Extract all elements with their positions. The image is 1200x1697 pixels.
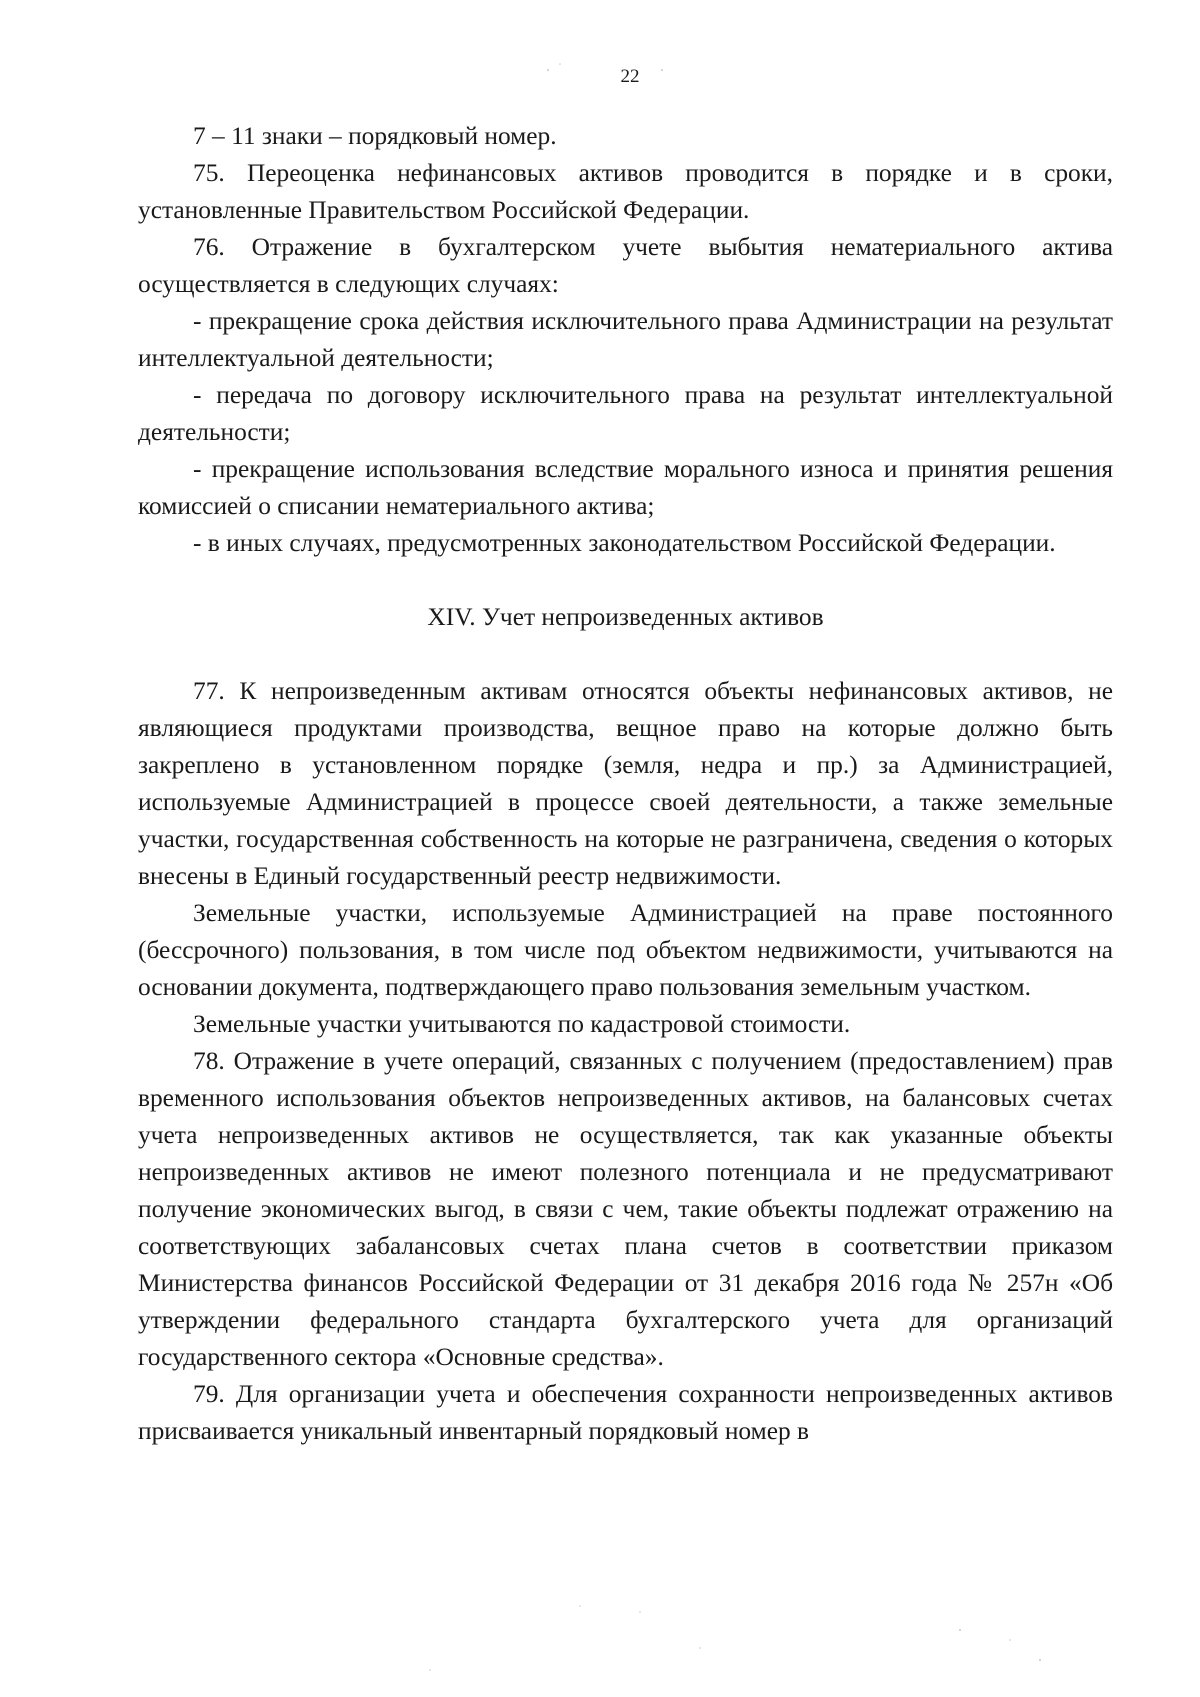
page-number: 22 xyxy=(620,66,640,87)
paragraph: 78. Отражение в учете операций, связанных с получением (предоставлением) прав временного использования объектов непроизведенных активов, на балансовых счетах учета непроизведенных активов не осуществляется, так как указанные объекты непроизведенных активов не имеют полезного потенциала и не предусматривают получение экономических выгод, в связи с чем, такие объекты подлежат отражению на соответствующих забалансовых счетах плана счетов в соответствии приказом Министерства финансов Российской Федерации от 31 декабря 2016 года № 257н «Об утверждении федерального стандарта бухгалтерского учета для организаций государственного сектора «Основные средства». xyxy=(138,1047,1113,1371)
paragraph: Земельные участки учитываются по кадастровой стоимости. xyxy=(193,1010,851,1038)
document-body xyxy=(138,118,1113,1450)
paragraph: 77. К непроизведенным активам относятся объекты нефинансовых активов, не являющиеся продуктами производства, вещное право на которые должно быть закреплено в установленном порядке (земля, недра и пр.) за Администрацией, используемые Администрацией в процессе своей деятельности, а также земельные участки, государственная собственность на которые не разграничена, сведения о которых внесены в Единый государственный реестр недвижимости. xyxy=(138,677,1113,890)
paragraph: Земельные участки, используемые Администрацией на праве постоянного (бессрочного) пользования, в том числе под объектом недвижимости, учитываются на основании документа, подтверждающего право пользования земельным участком. xyxy=(138,899,1113,1001)
list-item: - прекращение срока действия исключительного права Администрации на результат интеллектуальной деятельности; xyxy=(138,307,1113,372)
paragraph: 79. Для организации учета и обеспечения сохранности непроизведенных активов присваивается уникальный инвентарный порядковый номер в xyxy=(138,1380,1113,1445)
list-item: - прекращение использования вследствие морального износа и принятия решения комиссией о списании нематериального актива; xyxy=(138,455,1113,520)
paragraph: 75. Переоценка нефинансовых активов проводится в порядке и в сроки, установленные Правительством Российской Федерации. xyxy=(138,159,1113,224)
list-item: - передача по договору исключительного права на результат интеллектуальной деятельности; xyxy=(138,381,1113,446)
paragraph: 7 – 11 знаки – порядковый номер. xyxy=(193,122,557,150)
section-heading: XIV. Учет непроизведенных активов xyxy=(427,603,824,631)
list-item: - в иных случаях, предусмотренных законодательством Российской Федерации. xyxy=(193,529,1056,557)
paragraph: 76. Отражение в бухгалтерском учете выбытия нематериального актива осуществляется в следующих случаях: xyxy=(138,233,1113,298)
